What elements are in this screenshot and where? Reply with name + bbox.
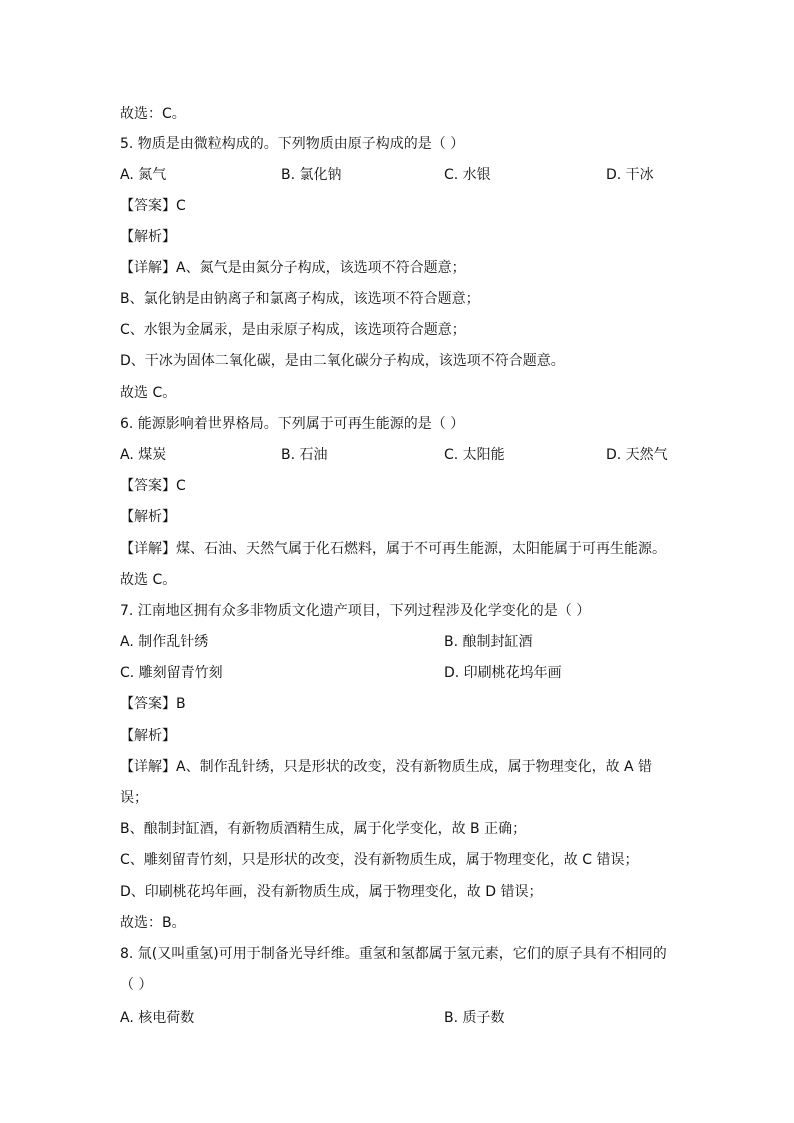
option-b: B. 酿制封缸酒 [444,634,533,650]
detail-line: 误； [120,790,148,806]
detail-line: 【详解】A、制作乱针绣，只是形状的改变，没有新物质生成，属于物理变化，故 A 错 [120,759,653,775]
option-d: D. 印刷桃花坞年画 [444,665,562,681]
detail-line: D、干冰为固体二氧化碳，是由二氧化碳分子构成，该选项不符合题意。 [120,353,565,369]
question-8-stem: 8. 氚(又叫重氢)可用于制备光导纤维。重氢和氢都属于氢元素，它们的原子具有不相同的 [120,946,667,962]
option-c: C. 水银 [444,167,491,183]
option-b: B. 氯化钠 [281,167,342,183]
answer-label: 【答案】B [120,696,186,712]
option-a: A. 氮气 [120,167,167,183]
analysis-label: 【解析】 [120,509,176,525]
option-b: B. 石油 [281,447,328,463]
answer-choice-text: 故选 C。 [120,385,177,401]
option-a: A. 核电荷数 [120,1010,195,1026]
question-8-stem-continued: （ ） [120,977,153,993]
question-6-stem: 6. 能源影响着世界格局。下列属于可再生能源的是（ ） [120,416,465,432]
answer-choice-text: 故选：B。 [120,915,186,931]
question-5-stem: 5. 物质是由微粒构成的。下列物质由原子构成的是（ ） [120,136,465,152]
answer-choice-text: 故选 C。 [120,572,177,588]
option-a: A. 制作乱针绣 [120,634,209,650]
detail-line: B、氯化钠是由钠离子和氯离子构成，该选项不符合题意； [120,291,480,307]
detail-line: C、雕刻留青竹刻，只是形状的改变，没有新物质生成，属于物理变化，故 C 错误； [120,852,639,868]
answer-label: 【答案】C [120,478,186,494]
answer-label: 【答案】C [120,198,186,214]
answer-choice-text: 故选：C。 [120,106,186,122]
analysis-label: 【解析】 [120,728,176,744]
option-b: B. 质子数 [444,1010,505,1026]
option-a: A. 煤炭 [120,447,167,463]
detail-line: D、印刷桃花坞年画，没有新物质生成，属于物理变化，故 D 错误； [120,884,543,900]
question-7-stem: 7. 江南地区拥有众多非物质文化遗产项目，下列过程涉及化学变化的是（ ） [120,603,591,619]
detail-line: B、酿制封缸酒，有新物质酒精生成，属于化学变化，故 B 正确； [120,821,527,837]
detail-line: C、水银为金属汞，是由汞原子构成，该选项符合题意； [120,322,466,338]
option-c: C. 太阳能 [444,447,505,463]
option-d: D. 干冰 [606,167,654,183]
option-c: C. 雕刻留青竹刻 [120,665,223,681]
option-d: D. 天然气 [606,447,668,463]
detail-line: 【详解】A、氮气是由氮分子构成，该选项不符合题意； [120,260,466,276]
analysis-label: 【解析】 [120,229,176,245]
detail-line: 【详解】煤、石油、天然气属于化石燃料，属于不可再生能源，太阳能属于可再生能源。 [120,541,666,557]
